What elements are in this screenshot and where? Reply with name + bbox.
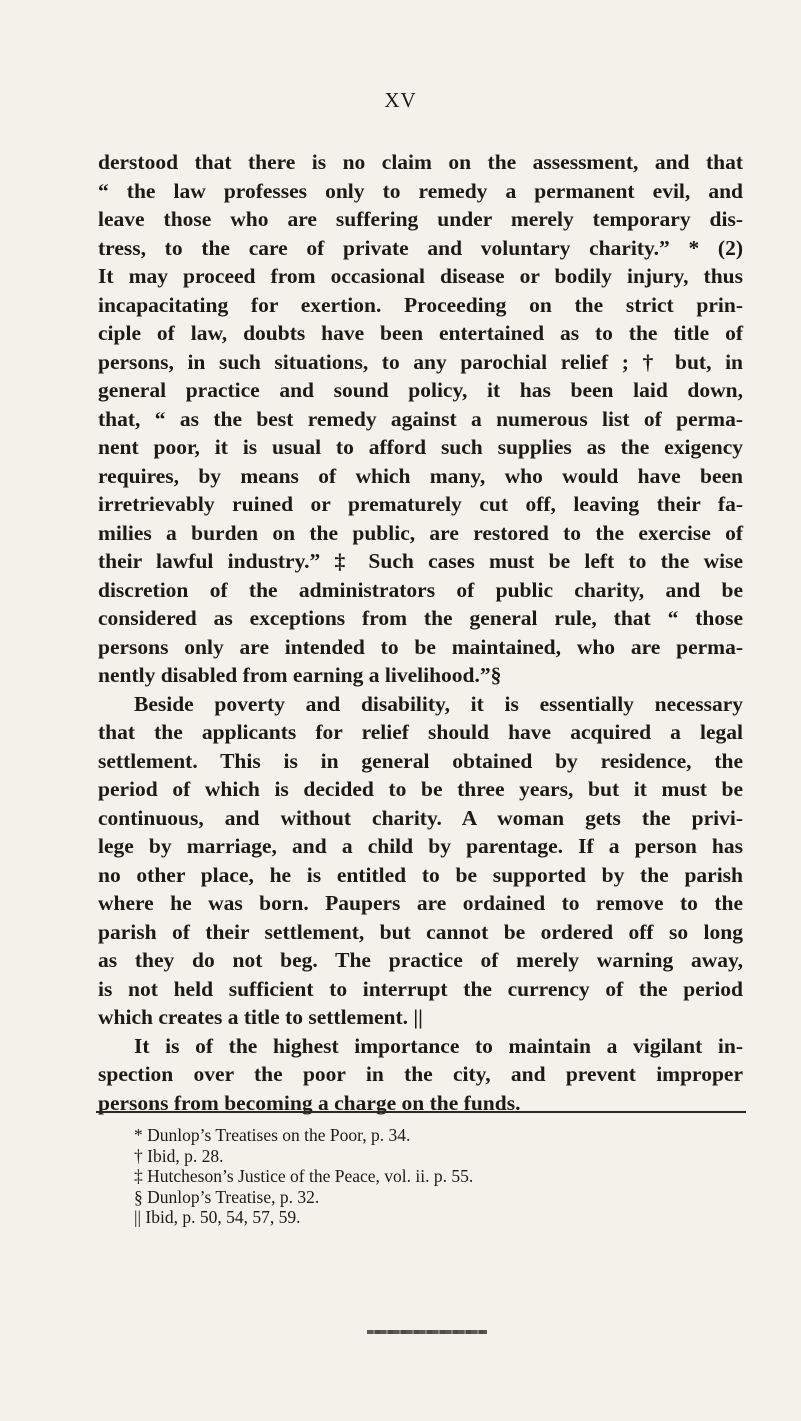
text-line: tress, to the care of private and voluntary charity.” * (2) [98, 235, 743, 260]
text-line: requires, by means of which many, who would have been [98, 463, 743, 488]
text-line: is not held sufficient to interrupt the currency of the period [98, 976, 743, 1001]
text-line: settlement. This is in general obtained by residence, the [98, 748, 743, 773]
text-line: as they do not beg. The practice of merely warning away, [98, 948, 743, 972]
footnote: * Dunlop’s Treatises on the Poor, p. 34. [134, 1125, 411, 1145]
footnote-divider [96, 1111, 746, 1113]
text-line: considered as exceptions from the general rule, that “ those [98, 606, 743, 630]
text-line: which creates a title to settlement. || [98, 1005, 423, 1029]
text-line: no other place, he is entitled to be supported by the parish [98, 862, 743, 887]
text-line: continuous, and without charity. A woman gets the privi- [98, 805, 743, 830]
footnote: † Ibid, p. 28. [134, 1145, 224, 1166]
text-line: nent poor, it is usual to afford such supplies as the exigency [98, 435, 743, 459]
paragraph-first-line: Beside poverty and disability, it is essentially necessary [134, 691, 743, 716]
text-line: leave those who are suffering under merely temporary dis- [98, 207, 743, 231]
footnote: || Ibid, p. 50, 54, 57, 59. [134, 1207, 301, 1227]
text-line: incapacitating for exertion. Proceeding on the strict prin- [98, 292, 743, 317]
text-line: ciple of law, doubts have been entertained as to the title of [98, 321, 743, 345]
text-line: that the applicants for relief should have acquired a legal [98, 720, 743, 744]
end-ornament [367, 1330, 487, 1334]
text-line: general practice and sound policy, it has been laid down, [98, 378, 743, 402]
text-line: persons only are intended to be maintained, who are perma- [98, 634, 743, 659]
body-text [98, 148, 743, 1117]
text-line: that, “ as the best remedy against a numerous list of perma- [98, 406, 743, 431]
page-number: XV [384, 88, 417, 112]
text-line: parish of their settlement, but cannot be ordered off so long [98, 919, 743, 944]
paragraph-first-line: It is of the highest importance to maintain a vigilant in- [134, 1033, 743, 1058]
text-line: discretion of the administrators of public charity, and be [98, 577, 743, 602]
footnote: ‡ Hutcheson’s Justice of the Peace, vol. ii. p. 55. [134, 1166, 474, 1186]
text-line: derstood that there is no claim on the assessment, and that [98, 150, 743, 174]
text-line: where he was born. Paupers are ordained to remove to the [98, 891, 743, 915]
text-line: irretrievably ruined or prematurely cut off, leaving their fa- [98, 492, 743, 516]
text-line: period of which is decided to be three years, but it must be [98, 777, 743, 801]
footnote: § Dunlop’s Treatise, p. 32. [134, 1186, 320, 1207]
text-line: milies a burden on the public, are restored to the exercise of [98, 520, 743, 545]
text-line: nently disabled from earning a livelihood.”§ [98, 663, 502, 687]
text-line: spection over the poor in the city, and prevent improper [98, 1062, 743, 1086]
text-line: lege by marriage, and a child by parentage. If a person has [98, 834, 743, 858]
footnotes [134, 1125, 734, 1228]
text-line: their lawful industry.” ‡ Such cases must be left to the wise [98, 549, 743, 573]
text-line: “ the law professes only to remedy a permanent evil, and [98, 178, 743, 203]
text-line: persons from becoming a charge on the funds. [98, 1090, 521, 1115]
text-line: persons, in such situations, to any parochial relief ; † but, in [98, 349, 743, 374]
text-line: It may proceed from occasional disease or bodily injury, thus [98, 264, 743, 288]
